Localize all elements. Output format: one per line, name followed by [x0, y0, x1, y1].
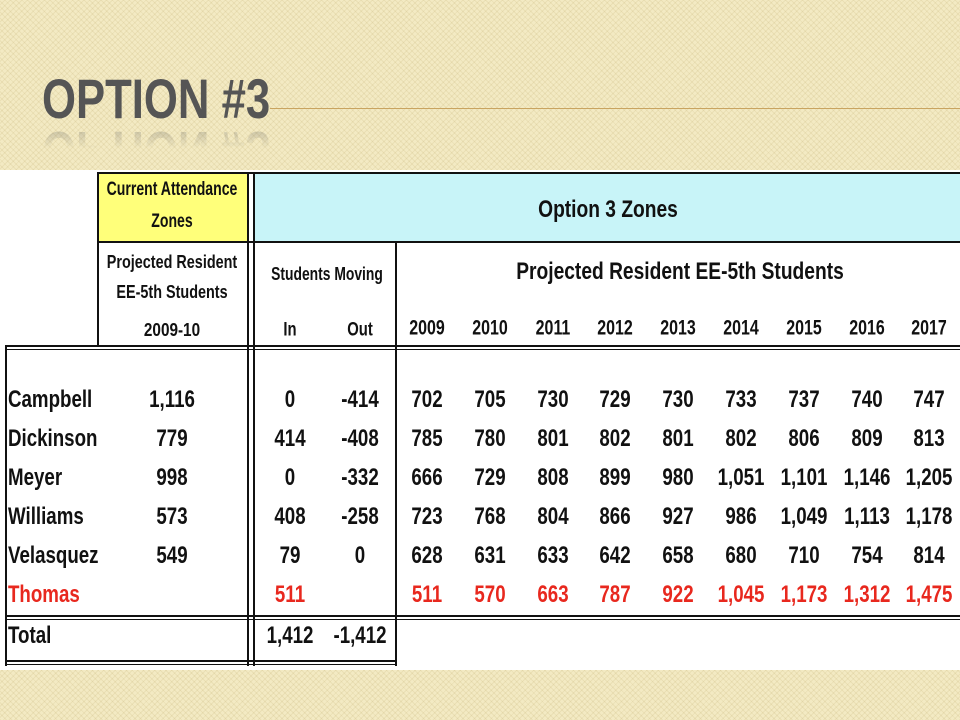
table-grid-line	[5, 345, 7, 666]
current-enrollment-cell: 1,116	[149, 386, 195, 413]
school-name: Velasquez	[8, 542, 99, 569]
projected-enrollment-cell: 1,178	[905, 503, 953, 530]
table-grid-line	[97, 241, 960, 243]
students-moving-in-cell: 511	[274, 581, 306, 608]
projected-enrollment-cell: 1,045	[717, 581, 765, 608]
year-header: 2013	[660, 316, 696, 340]
projected-enrollment-cell: 710	[788, 542, 820, 569]
students-moving-out-cell: -258	[341, 503, 379, 530]
total-moving-in: 1,412	[266, 622, 314, 649]
projected-enrollment-cell: 806	[788, 425, 820, 452]
projected-enrollment-cell: 809	[850, 425, 883, 452]
projected-enrollment-cell: 899	[599, 464, 632, 491]
projected-enrollment-cell: 802	[725, 425, 757, 452]
table-grid-line	[253, 172, 255, 666]
students-moving-in-cell: 0	[284, 386, 296, 413]
total-label: Total	[8, 622, 52, 649]
projected-enrollment-cell: 1,113	[843, 503, 890, 530]
enrollment-table	[0, 170, 960, 670]
projected-enrollment-cell: 1,173	[780, 581, 828, 608]
school-name: Dickinson	[8, 425, 98, 452]
projected-enrollment-cell: 702	[411, 386, 443, 413]
students-moving-out-cell: -408	[341, 425, 379, 452]
projected-enrollment-cell: 754	[850, 542, 883, 569]
current-zones-header: Current Attendance Zones	[106, 179, 238, 232]
year-header: 2012	[597, 316, 634, 340]
projected-enrollment-cell: 787	[599, 581, 632, 608]
table-grid-line	[5, 664, 397, 665]
slide-title: OPTION #3	[42, 67, 271, 130]
students-moving-out-cell: -414	[341, 386, 379, 413]
projected-enrollment-cell: 986	[725, 503, 757, 530]
school-name: Campbell	[8, 386, 93, 413]
school-name: Thomas	[8, 581, 80, 608]
projected-enrollment-cell: 804	[536, 503, 569, 530]
projected-enrollment-cell: 705	[474, 386, 506, 413]
projected-enrollment-cell: 768	[474, 503, 506, 530]
projected-enrollment-cell: 1,049	[780, 503, 828, 530]
projected-enrollment-cell: 737	[788, 386, 820, 413]
projected-enrollment-cell: 1,146	[843, 464, 891, 491]
projected-enrollment-cell: 740	[850, 386, 883, 413]
projected-enrollment-cell: 801	[536, 425, 569, 452]
students-moving-in-cell: 79	[279, 542, 301, 569]
projected-enrollment-cell: 813	[913, 425, 946, 452]
students-moving-in-cell: 0	[284, 464, 296, 491]
projected-enrollment-cell: 801	[662, 425, 694, 452]
projected-enrollment-cell: 814	[913, 542, 946, 569]
projected-enrollment-cell: 633	[536, 542, 569, 569]
year-header: 2017	[911, 316, 948, 340]
projected-enrollment-cell: 1,312	[843, 581, 891, 608]
year-header: 2011	[535, 316, 570, 340]
students-moving-out-cell: -332	[341, 464, 379, 491]
projected-enrollment-cell: 802	[599, 425, 632, 452]
year-header: 2014	[723, 316, 759, 340]
current-enrollment-cell: 998	[156, 464, 188, 491]
students-moving-out-cell: 0	[354, 542, 366, 569]
projected-enrollment-cell: 729	[474, 464, 506, 491]
total-moving-out: -1,412	[333, 622, 387, 649]
projected-enrollment-cell: 747	[913, 386, 946, 413]
projected-enrollment-cell: 680	[725, 542, 757, 569]
current-projected-header: Projected Resident EE-5th Students	[106, 252, 238, 302]
school-name: Meyer	[8, 464, 63, 491]
projected-enrollment-cell: 922	[662, 581, 694, 608]
projected-enrollment-cell: 511	[411, 581, 443, 608]
current-enrollment-cell: 549	[156, 542, 188, 569]
projected-enrollment-cell: 570	[474, 581, 506, 608]
projected-enrollment-cell: 642	[599, 542, 632, 569]
projected-enrollment-cell: 730	[536, 386, 569, 413]
year-header: 2015	[786, 316, 822, 340]
projected-enrollment-cell: 658	[662, 542, 694, 569]
moving-out-header: Out	[347, 319, 373, 341]
table-grid-line	[5, 345, 960, 347]
projected-students-header: Projected Resident EE-5th Students	[516, 258, 844, 285]
school-name: Williams	[8, 503, 84, 530]
current-enrollment-cell: 573	[156, 503, 188, 530]
students-moving-in-cell: 414	[274, 425, 306, 452]
year-header: 2016	[848, 316, 885, 340]
projected-enrollment-cell: 980	[662, 464, 694, 491]
year-header: 2010	[472, 316, 508, 340]
current-enrollment-cell: 779	[156, 425, 188, 452]
projected-enrollment-cell: 927	[662, 503, 694, 530]
projected-enrollment-cell: 780	[474, 425, 506, 452]
projected-enrollment-cell: 1,205	[905, 464, 953, 491]
projected-enrollment-cell: 663	[536, 581, 569, 608]
projected-enrollment-cell: 866	[599, 503, 632, 530]
projected-enrollment-cell: 733	[725, 386, 757, 413]
projected-enrollment-cell: 1,051	[717, 464, 765, 491]
students-moving-in-cell: 408	[274, 503, 306, 530]
current-year-header: 2009-10	[143, 320, 201, 340]
projected-enrollment-cell: 1,101	[780, 464, 828, 491]
projected-enrollment-cell: 729	[599, 386, 632, 413]
projected-enrollment-cell: 723	[411, 503, 443, 530]
table-grid-line	[5, 615, 960, 617]
projected-enrollment-cell: 1,475	[905, 581, 953, 608]
title-underline	[270, 108, 960, 109]
table-grid-line	[395, 241, 397, 666]
projected-enrollment-cell: 631	[474, 542, 506, 569]
option-zones-header: Option 3 Zones	[538, 196, 678, 223]
students-moving-header: Students Moving	[271, 264, 383, 284]
projected-enrollment-cell: 808	[536, 464, 569, 491]
moving-in-header: In	[283, 319, 297, 341]
table-grid-line	[5, 619, 960, 620]
projected-enrollment-cell: 628	[411, 542, 443, 569]
projected-enrollment-cell: 785	[411, 425, 443, 452]
projected-enrollment-cell: 666	[411, 464, 443, 491]
table-grid-line	[5, 349, 960, 350]
year-header: 2009	[409, 316, 445, 340]
projected-enrollment-cell: 730	[662, 386, 694, 413]
table-grid-line	[5, 660, 397, 662]
